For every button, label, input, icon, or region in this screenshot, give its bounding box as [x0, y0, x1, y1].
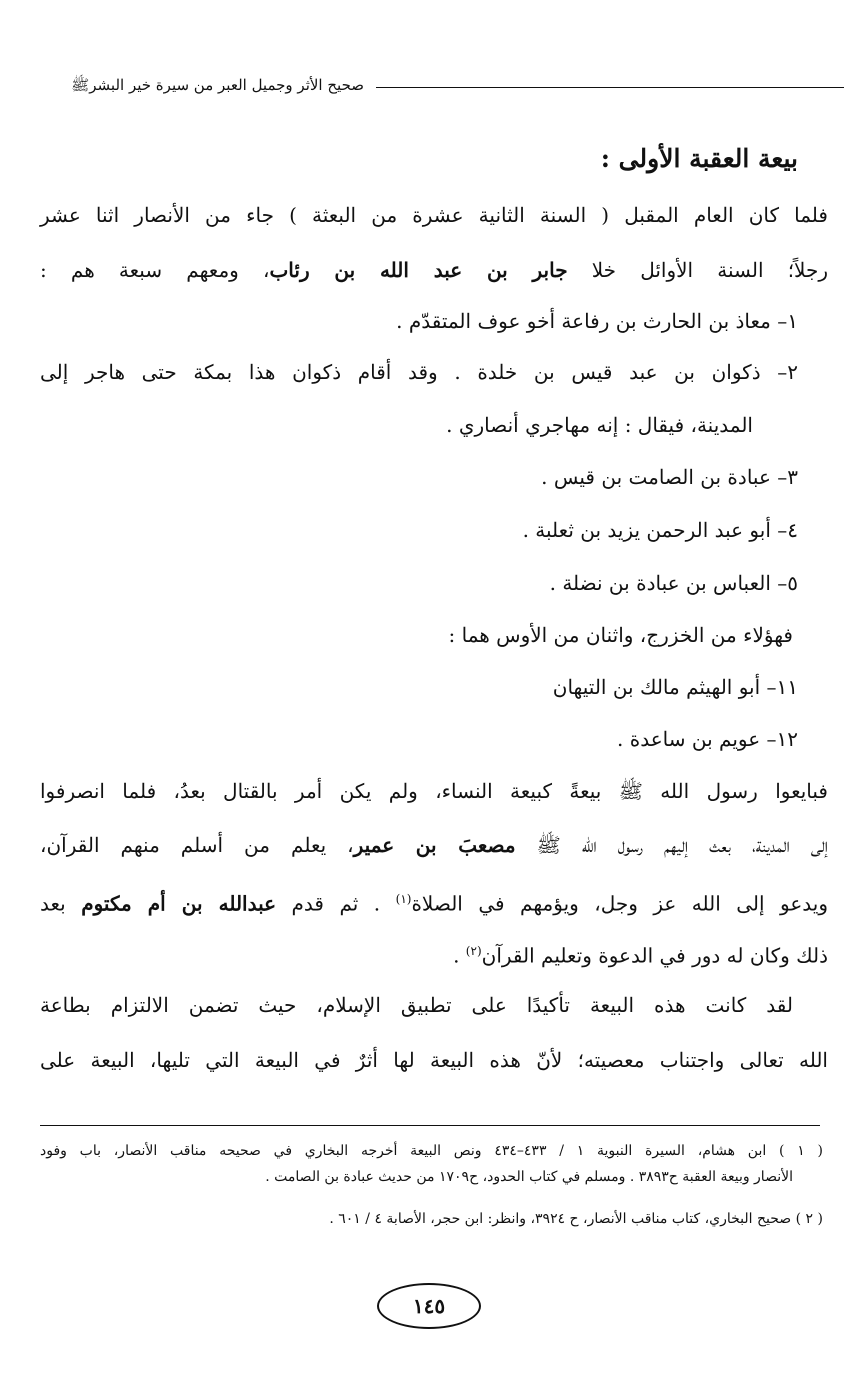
list-item-3: ٣– عبادة بن الصامت بن قيس .: [541, 465, 798, 489]
running-header: [30, 72, 844, 102]
list-item-11: ١١– أبو الهيثم مالك بن التيهان: [552, 675, 798, 699]
para2-line2: [40, 830, 828, 860]
para3-line1: لقد كانت هذه البيعة تأكيدًا على تطبيق الإسلام، حيث تضمن الالتزام بطاعة: [40, 993, 793, 1017]
para1-line1: فلما كان العام المقبل ( السنة الثانية عشرة من البعثة ) جاء من الأنصار اثنا عشر: [40, 203, 828, 227]
para3-line2: الله تعالى واجتناب معصيته؛ لأنّ هذه البيعة لها أثرٌ في البيعة التي تليها، البيعة على: [40, 1048, 828, 1072]
list-summary: فهؤلاء من الخزرج، واثنان من الأوس هما :: [448, 623, 793, 647]
text-run: ويدعو إلى الله عز وجل، ويؤمهم في الصلاة: [411, 891, 829, 916]
text-run: ، يعلم من أسلم منهم القرآن،: [40, 833, 354, 857]
running-head-title: صحيح الأثر وجميل العبر من سيرة خير البشرﷺ: [71, 76, 364, 94]
bold-name: عبدالله بن أم مكتوم: [81, 891, 277, 916]
text-run: إلى المدينة، بعث إليهم رسول الله ﷺ: [515, 833, 828, 857]
para2-line1: فبايعوا رسول الله ﷺ بيعةً كبيعة النساء، ولم يكن أمر بالقتال بعدُ، فلما انصرفوا: [40, 779, 828, 803]
header-rule: [376, 87, 844, 88]
list-item-12: ١٢– عويم بن ساعدة .: [617, 727, 798, 751]
list-item-4: ٤– أبو عبد الرحمن يزيد بن ثعلبة .: [522, 518, 798, 542]
list-item-2-line2: المدينة، فيقال : إنه مهاجري أنصاري .: [446, 413, 753, 437]
footnote-ref-2[interactable]: (٢): [465, 944, 482, 958]
para1-line2: [40, 255, 828, 285]
section-heading: بيعة العقبة الأولى :: [600, 144, 798, 173]
footnote-2: ( ٢ ) صحيح البخاري، كتاب مناقب الأنصار، ح ٣٩٢٤، وانظر: ابن حجر، الأصابة ٤ / ٦٠١ .: [329, 1211, 823, 1227]
text-run: .: [453, 943, 466, 968]
footnote-rule: [40, 1125, 820, 1126]
text-run: . ثم قدم: [276, 891, 396, 916]
footnote-1-line2: الأنصار وبيعة العقبة ح٣٨٩٣ . ومسلم في كتاب الحدود، ح١٧٠٩ من حديث عبادة بن الصامت .: [265, 1169, 793, 1185]
list-item-5: ٥– العباس بن عبادة بن نضلة .: [549, 571, 798, 595]
page-number: ١٤٥: [377, 1283, 481, 1329]
footnote-ref-1[interactable]: (١): [395, 892, 412, 906]
text-run: بعد: [40, 891, 82, 916]
footnote-1-line1: ( ١ ) ابن هشام، السيرة النبوية ١ / ٤٣٣–٤٣٤ ونص البيعة أخرجه البخاري في صحيحه مناقب الأنصار، باب وفود: [40, 1143, 823, 1159]
para2-line3: [40, 884, 828, 919]
bold-name: مصعبَ بن عمير: [353, 833, 516, 857]
list-item-2-line1: ٢– ذكوان بن عبد قيس بن خلدة . وقد أقام ذكوان هذا بمكة حتى هاجر إلى: [40, 360, 798, 384]
bold-name: جابر بن عبد الله بن رئاب: [269, 258, 568, 282]
text-run: رجلاً؛ السنة الأوائل خلا: [567, 258, 829, 282]
text-run: ، ومعهم سبعة هم :: [40, 258, 270, 282]
list-item-1: ١– معاذ بن الحارث بن رفاعة أخو عوف المتقدّم .: [396, 309, 798, 333]
text-run: ذلك وكان له دور في الدعوة وتعليم القرآن: [481, 943, 828, 968]
para2-line4: [453, 936, 828, 971]
